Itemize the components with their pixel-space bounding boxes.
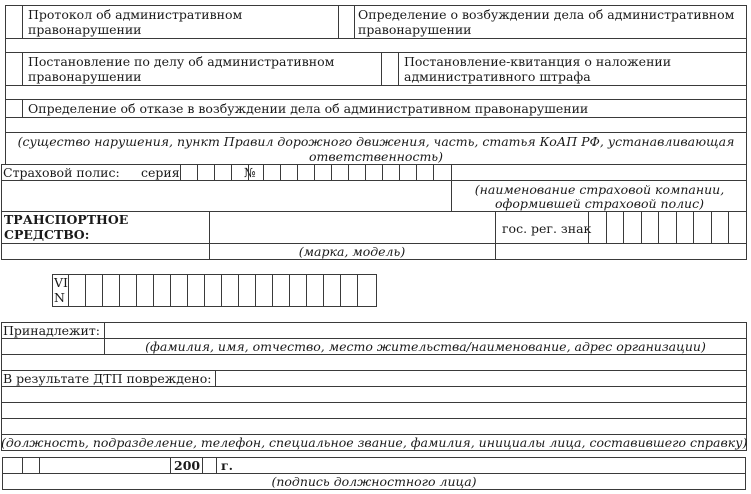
vin-char-cell[interactable] <box>153 274 170 307</box>
policy-number-char-cell[interactable] <box>433 164 450 181</box>
checkbox-postanovlenie[interactable] <box>5 52 22 86</box>
plate-char-cell[interactable] <box>676 211 694 244</box>
policy-number-char-cell[interactable] <box>416 164 433 181</box>
insurance-label: Страховой полис: <box>3 165 120 180</box>
owner-field[interactable] <box>105 323 746 338</box>
option-postanovlenie-line1: Постановление по делу об административном <box>28 54 335 69</box>
insurance-company-field[interactable] <box>452 165 746 180</box>
plate-char-cell[interactable] <box>693 211 711 244</box>
option-kvitanciya-line1: Постановление-квитанция о наложении <box>404 54 672 69</box>
series-char-cell[interactable] <box>180 164 197 181</box>
vin-char-cell[interactable] <box>272 274 289 307</box>
policy-number-char-cell[interactable] <box>331 164 348 181</box>
option-kvitanciya-line2: административного штрафа <box>404 69 591 84</box>
option-protocol-line1: Протокол об административном <box>28 7 243 22</box>
vin-label-line1: VI <box>54 275 68 290</box>
officer-field[interactable] <box>1 418 747 435</box>
checkbox-protocol[interactable] <box>5 5 22 39</box>
date-month-field[interactable] <box>40 458 170 473</box>
policy-number-char-cell[interactable] <box>365 164 382 181</box>
policy-number-char-cell[interactable] <box>382 164 399 181</box>
violation-caption-line1: (существо нарушения, пункт Правил дорожного движения, часть, статья КоАП РФ, устанавливающая <box>17 134 735 149</box>
plate-char-cell[interactable] <box>588 211 606 244</box>
vin-char-cell[interactable] <box>323 274 340 307</box>
policy-number-char-cell[interactable] <box>297 164 314 181</box>
damage-field-line3[interactable] <box>1 402 747 419</box>
violation-caption-line2: ответственность) <box>309 149 443 164</box>
checkbox-postanovlenie-kvitanciya[interactable] <box>381 52 398 86</box>
option-otkaz: Определение об отказе в возбуждении дела об административном правонарушении <box>28 101 589 116</box>
year-prefix: 200 <box>174 458 201 473</box>
policy-number-char-cell[interactable] <box>314 164 331 181</box>
damage-label: В результате ДТП повреждено: <box>3 371 212 386</box>
vin-char-cell[interactable] <box>136 274 153 307</box>
vehicle-label-line1: ТРАНСПОРТНОЕ <box>4 212 129 227</box>
checkbox-otkaz[interactable] <box>5 99 22 118</box>
checkbox-opredelenie-vozbuzhdenie[interactable] <box>338 5 354 39</box>
plate-char-cell[interactable] <box>728 211 746 244</box>
insurance-company-caption-line1: (наименование страховой компании, <box>474 182 725 197</box>
vin-char-cell[interactable] <box>102 274 119 307</box>
vin-char-cell[interactable] <box>170 274 187 307</box>
date-day-field-2[interactable] <box>23 458 39 473</box>
date-day-field[interactable] <box>3 458 22 473</box>
violation-field[interactable] <box>5 117 747 133</box>
damage-field[interactable] <box>216 371 746 386</box>
plate-char-cell[interactable] <box>658 211 676 244</box>
owner-caption: (фамилия, имя, отчество, место жительства/наименование, адрес организации) <box>145 339 706 354</box>
policy-number-char-cell[interactable] <box>399 164 416 181</box>
insurance-company-caption-line2: оформившей страховой полис) <box>495 196 704 211</box>
plate-char-cell[interactable] <box>641 211 659 244</box>
signature-field[interactable] <box>240 458 745 473</box>
vin-char-cell[interactable] <box>187 274 204 307</box>
vin-char-cell[interactable] <box>306 274 323 307</box>
owner-label: Принадлежит: <box>3 323 101 338</box>
vin-char-cell[interactable] <box>119 274 136 307</box>
vin-char-cell[interactable] <box>255 274 272 307</box>
signature-caption: (подпись должностного лица) <box>271 474 477 489</box>
plate-label: гос. рег. знак <box>502 221 592 236</box>
plate-char-cell[interactable] <box>606 211 624 244</box>
vin-char-cell[interactable] <box>68 274 85 307</box>
officer-caption: (должность, подразделение, телефон, специальное звание, фамилия, инициалы лица, составившего справку) <box>1 435 748 450</box>
series-label: серия <box>141 165 180 180</box>
vin-label-line2: N <box>54 290 65 305</box>
number-label: № <box>244 165 256 180</box>
spacer-row <box>5 85 747 100</box>
vin-char-cell[interactable] <box>289 274 306 307</box>
vehicle-label-line2: СРЕДСТВО: <box>4 227 90 242</box>
series-char-cell[interactable] <box>197 164 214 181</box>
option-opredelenie-line2: правонарушении <box>358 22 472 37</box>
date-year-field[interactable] <box>203 458 216 473</box>
vin-char-cell[interactable] <box>221 274 238 307</box>
policy-number-char-cell[interactable] <box>263 164 280 181</box>
policy-number-char-cell[interactable] <box>280 164 297 181</box>
vin-char-cell[interactable] <box>85 274 102 307</box>
make-model-caption: (марка, модель) <box>298 244 406 259</box>
spacer-row <box>5 38 747 53</box>
vin-char-cell[interactable] <box>238 274 255 307</box>
vin-char-cell[interactable] <box>340 274 357 307</box>
option-protocol-line2: правонарушении <box>28 22 142 37</box>
option-postanovlenie-line2: правонарушении <box>28 69 142 84</box>
series-char-cell[interactable] <box>214 164 231 181</box>
vin-char-cell[interactable] <box>204 274 221 307</box>
plate-char-cell[interactable] <box>623 211 641 244</box>
damage-field-line2[interactable] <box>1 386 747 403</box>
owner-field-extra[interactable] <box>1 354 747 371</box>
plate-char-cell[interactable] <box>711 211 729 244</box>
policy-number-char-cell[interactable] <box>348 164 365 181</box>
option-opredelenie-line1: Определение о возбуждении дела об административном <box>358 7 735 22</box>
make-model-field[interactable] <box>210 212 495 243</box>
year-suffix: г. <box>221 458 234 473</box>
